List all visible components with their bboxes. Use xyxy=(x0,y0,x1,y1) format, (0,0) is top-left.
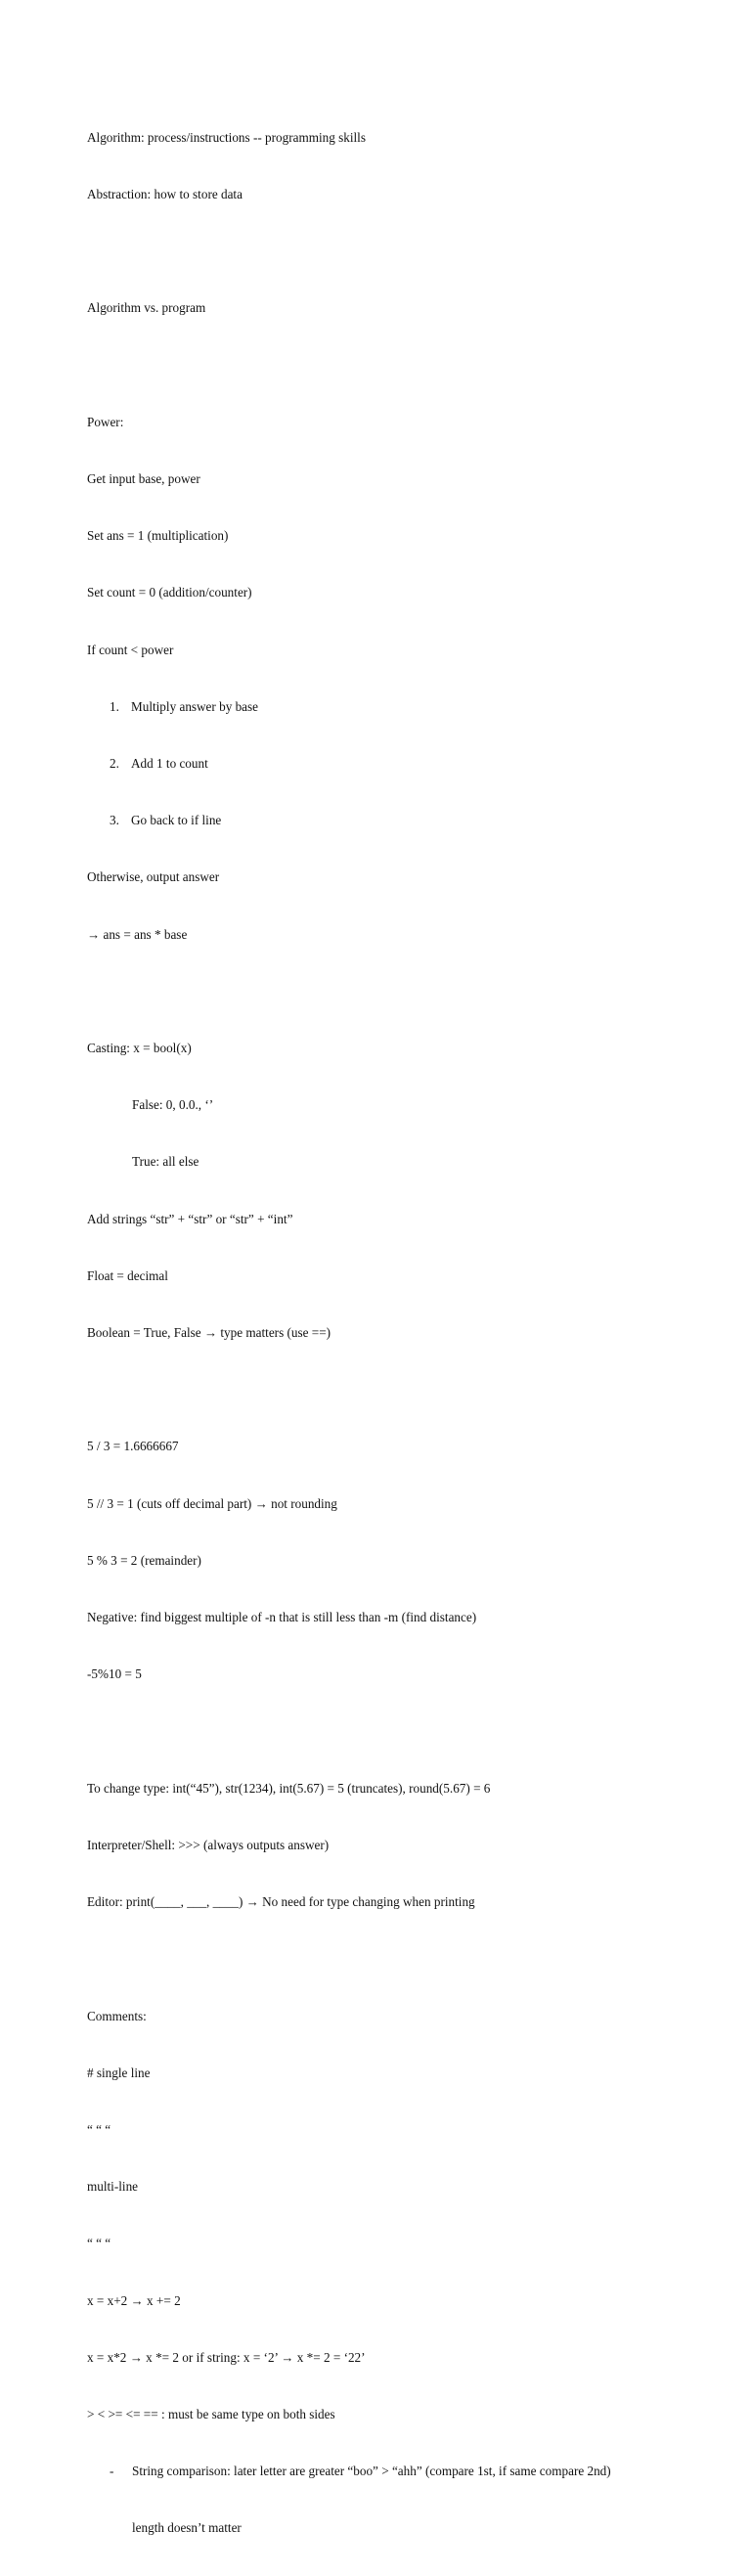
text-line: True: all else xyxy=(132,1154,199,1170)
section-heading-power: Power: xyxy=(87,414,124,429)
text-line: Set count = 0 (addition/counter) xyxy=(87,585,252,600)
text-line: “ “ “ xyxy=(87,2121,111,2137)
list-number: 3. xyxy=(110,813,119,828)
section-heading-comments: Comments: xyxy=(87,2008,147,2023)
list-text: Multiply answer by base xyxy=(131,698,259,714)
blank-line xyxy=(87,1722,732,1741)
text-line: > < >= <= == : must be same type on both sides xyxy=(87,2406,335,2421)
bullet-text: String comparison: later letter are greater “boo” > “ahh” (compare 1st, if same compare 2nd) xyxy=(132,2464,611,2479)
text-line: Boolean = True, False → type matters (use ==) xyxy=(87,1325,331,1341)
text-line: 5 / 3 = 1.6666667 xyxy=(87,1439,179,1454)
text-line: 5 % 3 = 2 (remainder) xyxy=(87,1552,201,1568)
text-line: Algorithm: process/instructions -- programming skills xyxy=(87,129,366,145)
text-line: If count < power xyxy=(87,642,174,657)
section-heading-casting: Casting: x = bool(x) xyxy=(87,1041,192,1056)
text-line: Editor: print(____, ___, ____) → No need for type changing when printing xyxy=(87,1894,475,1910)
notes-body xyxy=(87,90,732,2576)
numbered-item xyxy=(87,754,732,773)
text-line: To change type: int(“45”), str(1234), int(5.67) = 5 (truncates), round(5.67) = 6 xyxy=(87,1780,491,1796)
text-line: → ans = ans * base xyxy=(87,926,188,942)
text-line: Add strings “str” + “str” or “str” + “int” xyxy=(87,1211,293,1226)
list-text: Add 1 to count xyxy=(131,756,208,772)
list-text: Go back to if line xyxy=(131,813,222,828)
bullet-item xyxy=(87,2462,732,2480)
numbered-item xyxy=(87,811,732,829)
blank-line xyxy=(87,1380,732,1399)
text-line: x = x+2 → x += 2 xyxy=(87,2292,181,2308)
numbered-item xyxy=(87,697,732,716)
text-line: Algorithm vs. program xyxy=(87,300,206,316)
blank-line xyxy=(87,242,732,260)
bullet-continuation: length doesn’t matter xyxy=(132,2520,242,2536)
dash-bullet-icon: - xyxy=(110,2464,114,2479)
text-line: Set ans = 1 (multiplication) xyxy=(87,528,229,544)
list-number: 2. xyxy=(110,756,119,772)
text-line: 5 // 3 = 1 (cuts off decimal part) → not rounding xyxy=(87,1495,337,1511)
blank-line xyxy=(87,982,732,1000)
blank-line xyxy=(87,1949,732,1968)
text-line: Otherwise, output answer xyxy=(87,869,220,885)
text-line: # single line xyxy=(87,2065,151,2080)
text-line: Negative: find biggest multiple of -n that is still less than -m (find distance) xyxy=(87,1610,477,1625)
list-number: 1. xyxy=(110,698,119,714)
text-line: -5%10 = 5 xyxy=(87,1666,142,1682)
text-line: Float = decimal xyxy=(87,1267,168,1283)
text-line: Get input base, power xyxy=(87,471,200,487)
text-line: “ “ “ xyxy=(87,2236,111,2251)
text-line: False: 0, 0.0., ‘’ xyxy=(132,1097,214,1113)
text-line: multi-line xyxy=(87,2179,139,2195)
text-line: x = x*2 → x *= 2 or if string: x = ‘2’ → x *= 2 = ‘22’ xyxy=(87,2349,366,2365)
text-line: Abstraction: how to store data xyxy=(87,187,243,202)
blank-line xyxy=(87,356,732,375)
text-line: Interpreter/Shell: >>> (always outputs answer) xyxy=(87,1837,330,1852)
